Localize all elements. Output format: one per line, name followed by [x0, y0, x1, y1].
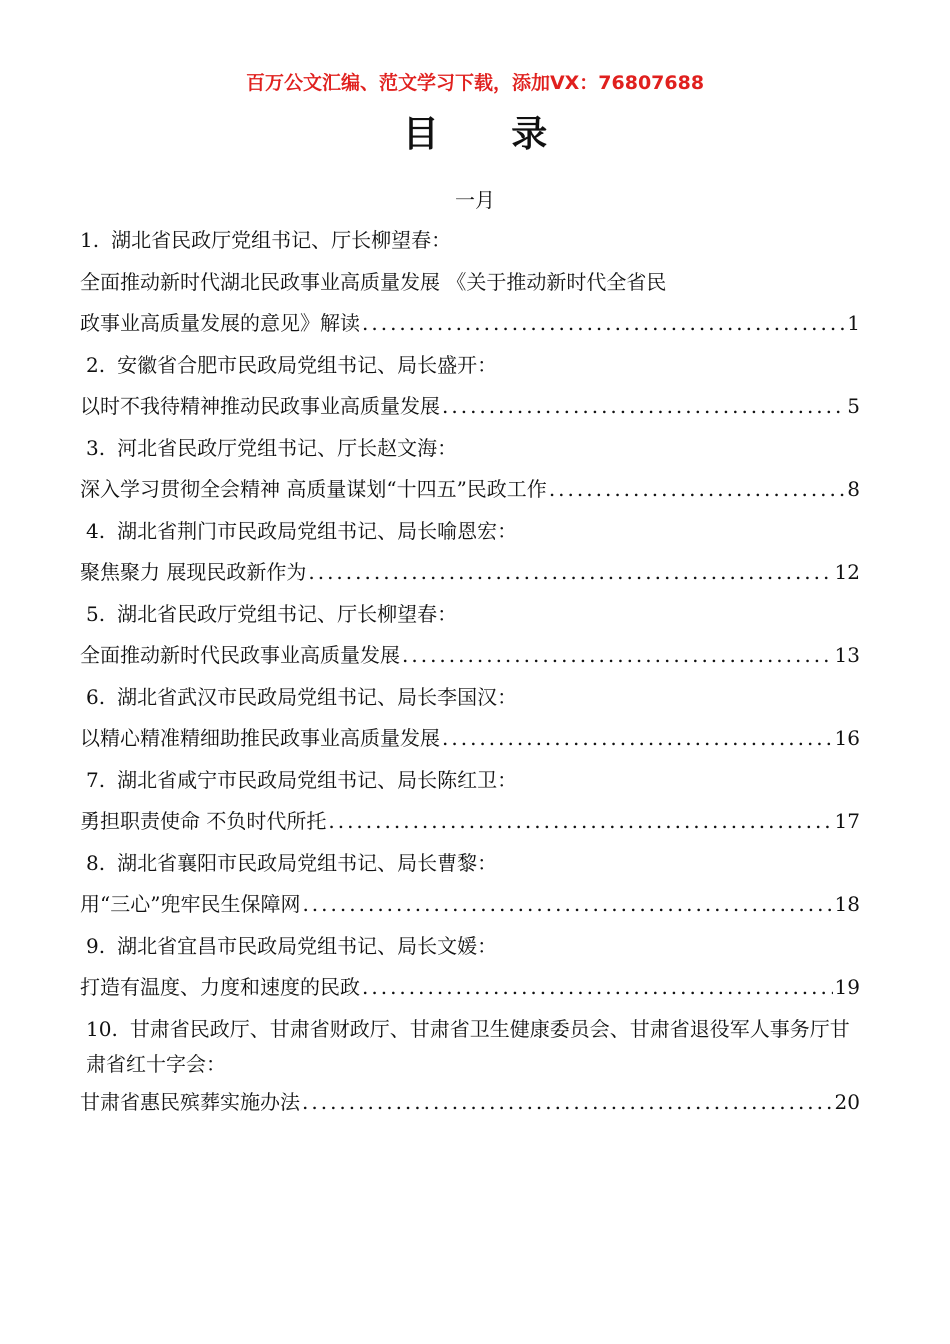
toc-entry-6	[80, 677, 860, 760]
toc-entry-author: 湖北省咸宁市民政局党组书记、局长陈红卫：	[117, 767, 518, 792]
toc-entry-link[interactable]	[80, 469, 860, 511]
toc-leader-dots	[362, 967, 833, 1009]
toc-entry-heading	[80, 511, 860, 553]
toc-page-number: 5	[847, 394, 860, 418]
toc-entry-number: 10.	[86, 1016, 118, 1041]
page-title: 目 录	[402, 114, 578, 155]
toc-entry-author: 河北省民政厅党组书记、厅长赵文海：	[117, 435, 458, 460]
toc-entry-title: 甘肃省惠民殡葬实施办法	[80, 1089, 300, 1114]
toc-leader-dots	[308, 552, 832, 594]
toc-entry-title: 用“三心”兜牢民生保障网	[80, 892, 301, 916]
toc-leader-dots	[302, 884, 832, 926]
toc-entry-2	[80, 345, 860, 428]
toc-leader-dots	[442, 386, 845, 428]
toc-entry-title: 勇担职责使命 不负时代所托	[80, 809, 327, 833]
toc-entry-title: 全面推动新时代民政事业高质量发展	[80, 643, 400, 667]
table-of-contents	[80, 220, 860, 1123]
toc-entry-author: 湖北省武汉市民政局党组书记、局长李国汉：	[117, 684, 518, 709]
toc-entry-4	[80, 511, 860, 594]
toc-entry-link[interactable]	[80, 386, 860, 428]
toc-entry-1	[80, 220, 860, 345]
toc-page-number: 13	[834, 643, 860, 667]
toc-entry-number: 1.	[80, 228, 100, 252]
toc-entry-author: 湖北省民政厅党组书记、厅长柳望春：	[117, 601, 458, 626]
toc-entry-heading	[80, 428, 860, 470]
toc-page-number: 12	[834, 560, 860, 584]
toc-entry-author: 甘肃省民政厅、甘肃省财政厅、甘肃省卫生健康委员会、甘肃省退役军人事务厅甘肃省红十字会：	[86, 1016, 850, 1076]
toc-entry-link[interactable]	[80, 1082, 860, 1124]
toc-entry-heading	[80, 677, 860, 719]
toc-leader-dots	[302, 1082, 833, 1124]
toc-entry-link[interactable]	[80, 303, 860, 345]
toc-entry-number: 7.	[86, 767, 106, 792]
toc-entry-author: 湖北省荆门市民政局党组书记、局长喻恩宏：	[117, 518, 518, 543]
toc-entry-heading	[80, 594, 860, 636]
watermark-banner: 百万公文汇编、范文学习下载，添加VX：76807688	[245, 72, 705, 94]
toc-entry-heading	[80, 760, 860, 802]
toc-entry-number: 2.	[86, 352, 106, 377]
toc-page-number: 20	[834, 1089, 860, 1114]
toc-entry-heading	[80, 345, 860, 387]
toc-entry-title: 聚焦聚力 展现民政新作为	[80, 560, 307, 584]
toc-entry-author: 安徽省合肥市民政局党组书记、局长盛开：	[117, 352, 498, 377]
toc-page-number: 8	[847, 477, 860, 501]
toc-entry-5	[80, 594, 860, 677]
toc-entry-title: 以时不我待精神推动民政事业高质量发展	[80, 394, 440, 418]
toc-leader-dots	[362, 303, 845, 345]
toc-leader-dots	[402, 635, 833, 677]
toc-page-number: 19	[834, 975, 860, 999]
toc-entry-title: 以精心精准精细助推民政事业高质量发展	[80, 726, 440, 750]
toc-entry-number: 5.	[86, 601, 106, 626]
toc-entry-heading	[80, 843, 860, 885]
toc-entry-link[interactable]	[80, 552, 860, 594]
toc-entry-9	[80, 926, 860, 1009]
toc-leader-dots	[328, 801, 832, 843]
toc-entry-link[interactable]	[80, 801, 860, 843]
toc-page-number: 16	[834, 726, 860, 750]
toc-entry-heading	[80, 220, 860, 262]
toc-entry-link[interactable]	[80, 718, 860, 760]
toc-entry-title: 深入学习贯彻全会精神 高质量谋划“十四五”民政工作	[80, 477, 547, 501]
toc-page-number: 18	[834, 892, 860, 916]
toc-entry-number: 4.	[86, 518, 106, 543]
toc-entry-author: 湖北省襄阳市民政局党组书记、局长曹黎：	[117, 850, 498, 875]
toc-entry-link[interactable]	[80, 967, 860, 1009]
toc-entry-number: 6.	[86, 684, 106, 709]
toc-entry-title-line: 全面推动新时代湖北民政事业高质量发展 《关于推动新时代全省民	[80, 269, 667, 294]
toc-leader-dots	[549, 469, 845, 511]
toc-entry-number: 8.	[86, 850, 106, 875]
toc-leader-dots	[442, 718, 833, 760]
toc-entry-8	[80, 843, 860, 926]
toc-entry-title: 打造有温度、力度和速度的民政	[80, 975, 360, 999]
toc-entry-3	[80, 428, 860, 511]
toc-entry-author: 湖北省民政厅党组书记、厅长柳望春：	[111, 228, 452, 252]
toc-entry-link[interactable]	[80, 884, 860, 926]
toc-entry-link[interactable]	[80, 635, 860, 677]
toc-entry-author: 湖北省宜昌市民政局党组书记、局长文媛：	[117, 933, 498, 958]
toc-entry-10	[80, 1009, 860, 1124]
toc-entry-number: 3.	[86, 435, 106, 460]
toc-entry-heading	[80, 1009, 860, 1082]
toc-entry-7	[80, 760, 860, 843]
month-heading: 一月	[455, 188, 495, 212]
toc-entry-number: 9.	[86, 933, 106, 958]
toc-page-number: 17	[834, 809, 860, 833]
toc-entry-title: 政事业高质量发展的意见》解读	[80, 311, 360, 335]
toc-entry-heading	[80, 926, 860, 968]
toc-page-number: 1	[847, 311, 860, 335]
